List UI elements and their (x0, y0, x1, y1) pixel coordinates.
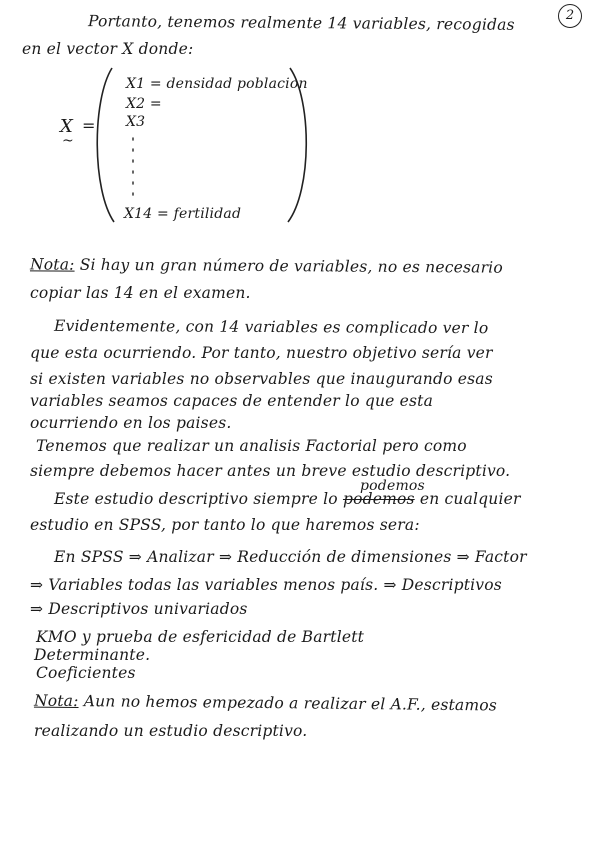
vector-equals: = (82, 116, 96, 135)
spss-line-4: KMO y prueba de esfericidad de Bartlett (36, 628, 365, 646)
vector-symbol-text: X (60, 116, 73, 137)
intro-line-1: Portanto, tenemos realmente 14 variables, recogidas (87, 12, 515, 34)
nota2-text-1: Aun no hemos empezado a realizar el A.F., estamos (83, 692, 498, 715)
nota2-line-2: realizando un estudio descriptivo. (34, 722, 308, 740)
spss-line-6: Coeficientes (36, 664, 136, 682)
para1-line-1: Evidentemente, con 14 variables es complicado ver lo (53, 316, 489, 338)
page-number-circle: 2 (558, 4, 582, 28)
spss-line-5: Determinante. (34, 646, 151, 664)
para3-line-2: estudio en SPSS, por tanto lo que haremos sera: (30, 516, 420, 534)
para1-line-5: ocurriendo en los paises. (30, 414, 232, 432)
nota1-text-1: Si hay un gran número de variables, no es necesario (79, 255, 503, 277)
vector-row-x14: X14 = fertilidad (124, 206, 242, 222)
nota1-line-2: copiar las 14 en el examen. (30, 284, 251, 302)
para1-line-3: si existen variables no observables que inaugurando esas (30, 370, 493, 388)
para3-insert: podemos (360, 478, 425, 494)
spss-line-1: En SPSS ⇒ Analizar ⇒ Reducción de dimensiones ⇒ Factor (54, 548, 527, 566)
vector-row-x3: X3 (126, 114, 146, 130)
para1-line-4: variables seamos capaces de entender lo que esta (30, 392, 434, 410)
nota1-line-1 (30, 255, 503, 276)
para2-line-2: siempre debemos hacer antes un breve estudio descriptivo. (30, 462, 511, 480)
spss-line-3: ⇒ Descriptivos univariados (30, 600, 248, 618)
tilde-mark: ~ (62, 133, 74, 149)
intro-line-2: en el vector X donde: (22, 40, 194, 58)
nota1-label: Nota: (29, 255, 75, 274)
para3-line-1-pre: Este estudio descriptivo siempre lo (54, 490, 338, 508)
para3-line-1-post: en cualquier (419, 490, 521, 508)
para3-line-1 (54, 490, 521, 508)
vector-row-x2: X2 = (126, 96, 162, 112)
para3-struck-word: podemos (342, 490, 415, 508)
nota2-label: Nota: (33, 691, 79, 711)
vector-row-x1: X1 = densidad poblacion (126, 76, 308, 92)
para1-line-2: que esta ocurriendo. Por tanto, nuestro objetivo sería ver (30, 344, 493, 362)
para2-line-1: Tenemos que realizar un analisis Factorial pero como (36, 437, 467, 455)
spss-line-2: ⇒ Variables todas las variables menos país. ⇒ Descriptivos (30, 576, 502, 594)
